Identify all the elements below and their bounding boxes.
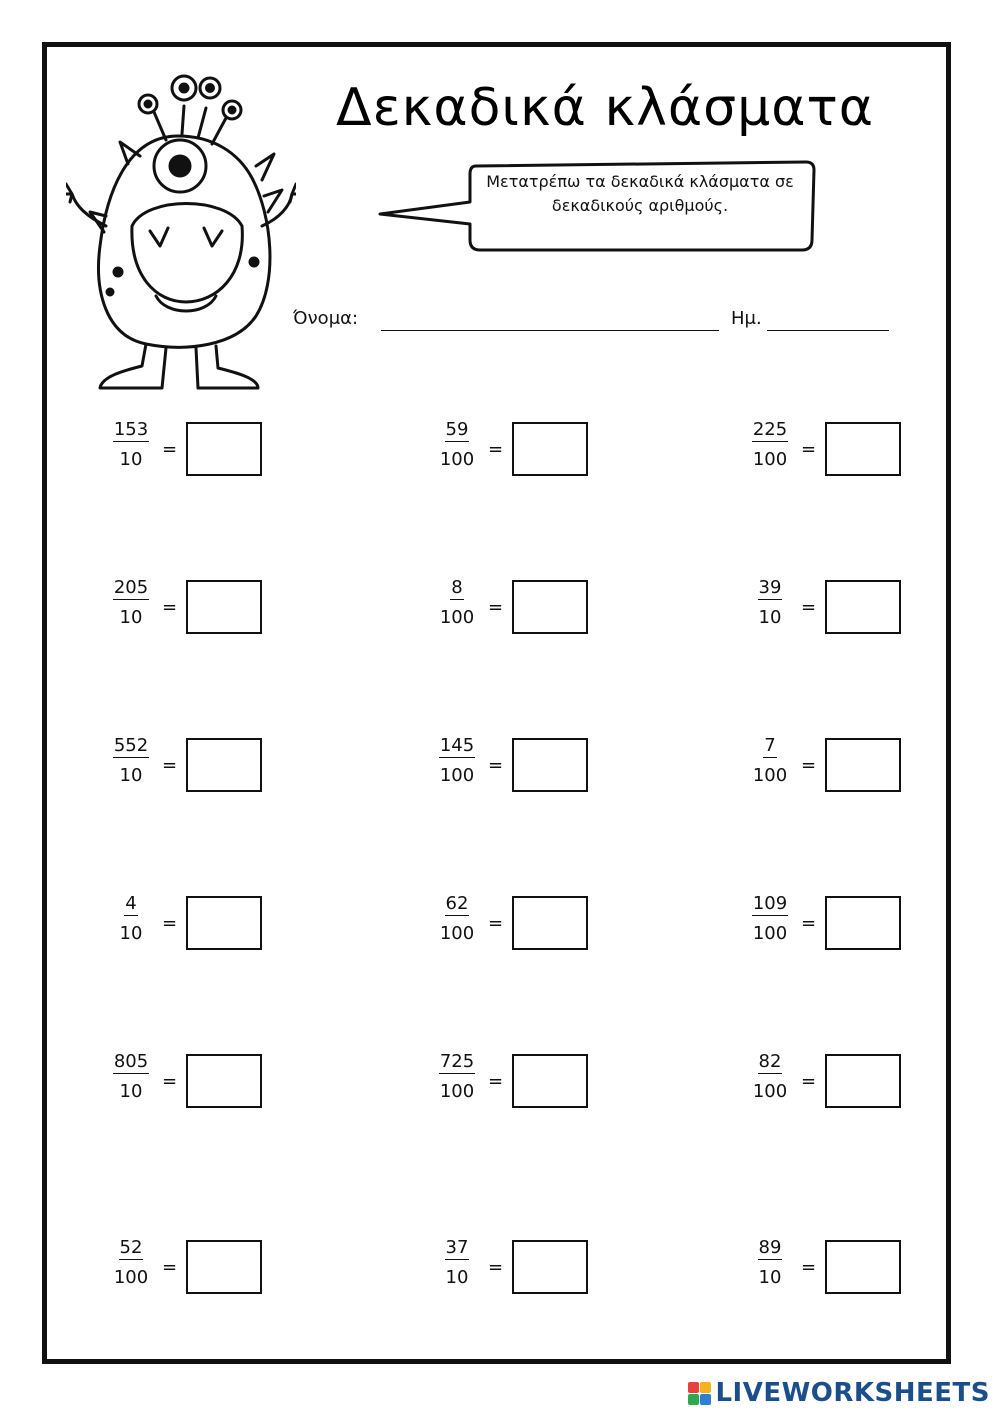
answer-box[interactable] (186, 1054, 262, 1108)
fraction (745, 576, 795, 630)
answer-box[interactable] (512, 422, 588, 476)
fraction-denominator: 10 (119, 449, 143, 470)
answer-box[interactable] (825, 1240, 901, 1294)
footer-brand (688, 1378, 990, 1408)
fraction (106, 576, 156, 630)
date-label: Ημ. (731, 308, 762, 329)
fraction-denominator: 100 (439, 765, 475, 786)
equals-sign: = (162, 597, 178, 618)
answer-box[interactable] (186, 738, 262, 792)
equals-sign: = (162, 755, 178, 776)
page-title: Δεκαδικά κλάσματα (336, 78, 875, 138)
answer-box[interactable] (186, 896, 262, 950)
fraction (106, 1236, 156, 1290)
fraction-problem (106, 892, 306, 962)
answer-box[interactable] (825, 422, 901, 476)
equals-sign: = (162, 1257, 178, 1278)
fraction-numerator: 52 (119, 1237, 143, 1258)
equals-sign: = (801, 439, 817, 460)
fraction (432, 576, 482, 630)
fraction-numerator: 62 (445, 893, 469, 914)
fraction-numerator: 145 (439, 735, 475, 756)
fraction-problem (106, 418, 306, 488)
fraction (745, 1050, 795, 1104)
fraction-denominator: 10 (445, 1267, 469, 1288)
answer-box[interactable] (186, 580, 262, 634)
fraction-problem (106, 734, 306, 804)
fraction-denominator: 10 (119, 1081, 143, 1102)
fraction-denominator: 100 (752, 923, 788, 944)
fraction-denominator: 100 (752, 765, 788, 786)
equals-sign: = (162, 1071, 178, 1092)
equals-sign: = (801, 1257, 817, 1278)
fraction (106, 418, 156, 472)
equals-sign: = (488, 439, 504, 460)
fraction-problem (432, 734, 632, 804)
fraction-problem (432, 418, 632, 488)
fraction-numerator: 59 (445, 419, 469, 440)
fraction-denominator: 100 (439, 607, 475, 628)
fraction-problem (745, 1236, 945, 1306)
fraction-denominator: 10 (758, 1267, 782, 1288)
fraction (432, 734, 482, 788)
fraction-numerator: 225 (752, 419, 788, 440)
fraction-numerator: 153 (113, 419, 149, 440)
answer-box[interactable] (825, 1054, 901, 1108)
fraction-denominator: 10 (119, 923, 143, 944)
answer-box[interactable] (512, 738, 588, 792)
answer-box[interactable] (512, 580, 588, 634)
fraction-numerator: 7 (764, 735, 776, 756)
brand-name: LIVEWORKSHEETS (715, 1378, 990, 1408)
fraction-problem (106, 1236, 306, 1306)
equals-sign: = (488, 913, 504, 934)
fraction (432, 892, 482, 946)
answer-box[interactable] (512, 896, 588, 950)
fraction-numerator: 109 (752, 893, 788, 914)
equals-sign: = (488, 1071, 504, 1092)
answer-box[interactable] (186, 1240, 262, 1294)
fraction (432, 418, 482, 472)
fraction-numerator: 82 (758, 1051, 782, 1072)
fraction-numerator: 37 (445, 1237, 469, 1258)
equals-sign: = (162, 913, 178, 934)
fraction-numerator: 39 (758, 577, 782, 598)
name-label: Όνομα: (293, 308, 359, 329)
equals-sign: = (801, 597, 817, 618)
fraction-problem (106, 576, 306, 646)
fraction-problem (432, 1236, 632, 1306)
name-field[interactable] (381, 330, 719, 331)
fraction (745, 418, 795, 472)
instruction-text: Μετατρέπω τα δεκαδικά κλάσματα σε δεκαδικούς αριθμούς. (486, 172, 794, 215)
answer-box[interactable] (186, 422, 262, 476)
fraction (745, 892, 795, 946)
fraction-denominator: 100 (439, 923, 475, 944)
fraction-denominator: 100 (439, 449, 475, 470)
equals-sign: = (488, 597, 504, 618)
fraction-problem (745, 576, 945, 646)
monster-illustration (66, 66, 296, 396)
fraction-problem (106, 1050, 306, 1120)
fraction-denominator: 10 (119, 607, 143, 628)
fraction-numerator: 805 (113, 1051, 149, 1072)
answer-box[interactable] (512, 1240, 588, 1294)
fraction-denominator: 100 (752, 449, 788, 470)
fraction-problem (745, 892, 945, 962)
fraction-denominator: 100 (439, 1081, 475, 1102)
answer-box[interactable] (825, 580, 901, 634)
fraction-problem (745, 734, 945, 804)
fraction-denominator: 100 (113, 1267, 149, 1288)
fraction-numerator: 205 (113, 577, 149, 598)
answer-box[interactable] (825, 738, 901, 792)
fraction-denominator: 10 (119, 765, 143, 786)
fraction (106, 734, 156, 788)
fraction-numerator: 89 (758, 1237, 782, 1258)
equals-sign: = (488, 1257, 504, 1278)
fraction-numerator: 552 (113, 735, 149, 756)
fraction-denominator: 10 (758, 607, 782, 628)
fraction-numerator: 725 (439, 1051, 475, 1072)
date-field[interactable] (767, 330, 889, 331)
fraction-numerator: 4 (125, 893, 137, 914)
liveworksheets-logo-icon (688, 1382, 711, 1405)
answer-box[interactable] (825, 896, 901, 950)
fraction (745, 734, 795, 788)
equals-sign: = (801, 1071, 817, 1092)
fraction-denominator: 100 (752, 1081, 788, 1102)
equals-sign: = (801, 913, 817, 934)
fraction (745, 1236, 795, 1290)
answer-box[interactable] (512, 1054, 588, 1108)
equals-sign: = (801, 755, 817, 776)
fraction (432, 1236, 482, 1290)
equals-sign: = (162, 439, 178, 460)
fraction-problem (432, 1050, 632, 1120)
fraction-problem (432, 576, 632, 646)
fraction (106, 892, 156, 946)
fraction-problem (432, 892, 632, 962)
fraction (106, 1050, 156, 1104)
fraction-problem (745, 418, 945, 488)
name-date-row (293, 306, 893, 336)
equals-sign: = (488, 755, 504, 776)
fraction-problem (745, 1050, 945, 1120)
fraction-numerator: 8 (451, 577, 463, 598)
fraction (432, 1050, 482, 1104)
